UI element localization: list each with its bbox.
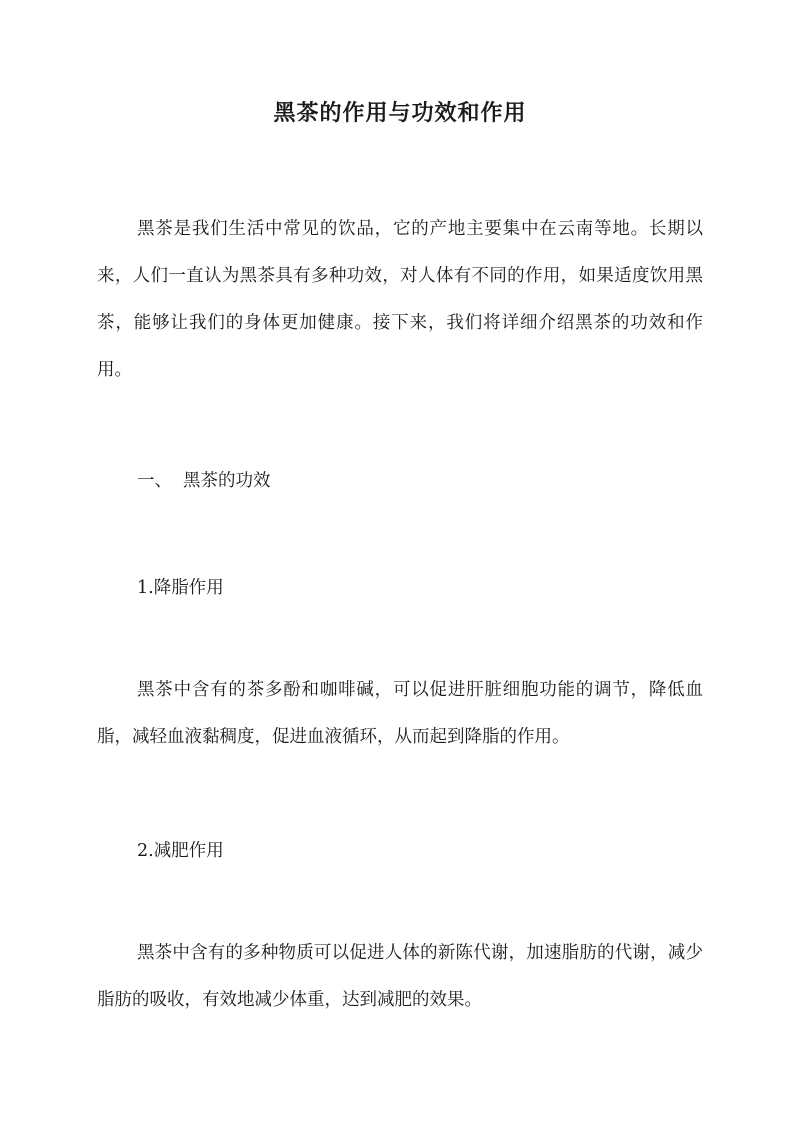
item-body-lipid: 黑茶中含有的茶多酚和咖啡碱，可以促进肝脏细胞功能的调节，降低血脂，减轻血液黏稠度，促进血液循环，从而起到降脂的作用。 (97, 680, 703, 747)
section-number: 一、 (137, 471, 172, 491)
section-title: 黑茶的功效 (183, 471, 271, 491)
intro-paragraph: 黑茶是我们生活中常见的饮品，它的产地主要集中在云南等地。长期以来，人们一直认为黑茶具有多种功效，对人体有不同的作用，如果适度饮用黑茶，能够让我们的身体更加健康。接下来，我们将详细介绍黑茶的功效和作用。 (97, 219, 703, 380)
item-heading-weight-loss: 2.减肥作用 (137, 841, 224, 861)
item-body-weight-loss: 黑茶中含有的多种物质可以促进人体的新陈代谢，加速脂肪的代谢，减少脂肪的吸收，有效地减少体重，达到减肥的效果。 (97, 943, 703, 1010)
document-title: 黑茶的作用与功效和作用 (273, 100, 527, 126)
section-heading-efficacy (137, 466, 271, 496)
item-heading-lipid: 1.降脂作用 (137, 578, 224, 598)
